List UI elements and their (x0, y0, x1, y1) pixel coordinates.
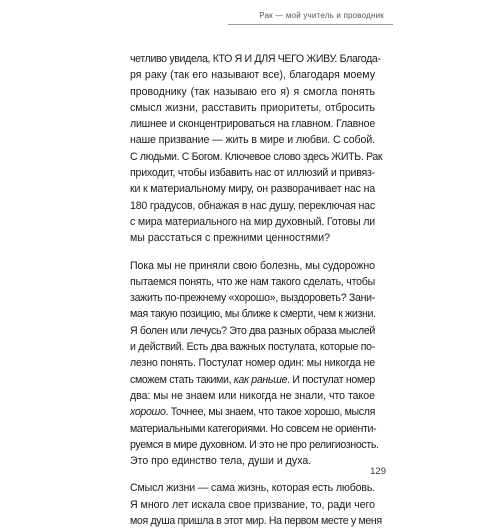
text-line-segment: лезно понять. Постулат номер один: мы никогда не (130, 357, 376, 370)
text-line (130, 258, 375, 274)
text-line (130, 355, 375, 371)
page-number: 129 (370, 466, 386, 477)
text-line-segment: проводнику (так называю его я) я смогла понять (130, 85, 375, 98)
text-line (130, 274, 375, 290)
text-line-segment: моя душа пришла в этот мир. На первом месте у меня (130, 515, 382, 528)
text-line-segment: Пока мы не приняли свою болезнь, мы судорожно (130, 259, 375, 272)
italic-phrase: хорошо (130, 406, 166, 419)
text-line-segment: Я болен или лечусь? Это два разных образа мыслей (130, 324, 375, 337)
text-line (130, 421, 375, 437)
italic-phrase: как раньше (233, 373, 288, 386)
text-line (130, 323, 375, 339)
text-line (130, 198, 375, 214)
text-line-segment: сможем стать такими, (130, 373, 234, 386)
text-line-segment: четливо увидела, КТО Я И ДЛЯ ЧЕГО ЖИВУ. Благода- (130, 53, 381, 65)
text-line-segment: два: мы не знаем или никогда не знали, что такое (130, 389, 376, 402)
text-line (130, 480, 375, 496)
text-line (130, 214, 375, 230)
text-line-segment: ки к материальному миру, он разворачивает нас на (130, 183, 375, 196)
text-line (130, 67, 375, 83)
text-line-segment: Это про единство тела, души и духа. (130, 455, 312, 468)
text-line (130, 404, 375, 420)
text-line-segment: Смысл жизни — сама жизнь, которая есть любовь. (130, 482, 376, 495)
text-line (130, 149, 383, 165)
text-line-segment: С людьми. С Богом. Ключевое слово здесь ЖИТЬ. Рак (130, 150, 383, 163)
header-rule (228, 24, 393, 25)
text-line-segment: материальными категориями. Но совсем не ориенти- (130, 422, 377, 435)
text-line-segment: пытаемся понять, что же нам такого сделать, чтобы (130, 275, 375, 288)
running-header: Рак — мой учитель и проводник (259, 11, 384, 20)
text-line (130, 181, 375, 197)
text-line (130, 372, 375, 388)
text-line (130, 453, 375, 469)
text-line (130, 100, 375, 116)
text-line (130, 339, 375, 355)
text-line-segment: лишнее и сконцентрироваться на главном. Главное (130, 118, 376, 131)
text-line (130, 51, 381, 67)
text-line-segment: зажить по-прежнему «хорошо», выздороветь? Зани- (130, 292, 375, 305)
text-line-segment: . И постулат номер (287, 373, 375, 386)
text-line (130, 230, 375, 246)
text-line-segment: ря раку (так его называют все), благодаря моему (130, 69, 375, 82)
text-line-segment: мая такую позицию, мы ближе к смерти, чем к жизни. (130, 308, 376, 321)
text-line (130, 116, 375, 132)
text-line-segment: смысл жизни, расставить приоритеты, отбросить (130, 101, 375, 114)
text-line-segment: Я много лет искала свое призвание, то, ради чего (130, 498, 375, 511)
text-line (130, 388, 375, 404)
text-line (130, 290, 375, 306)
paragraph-gap (130, 469, 375, 480)
paragraph-gap (130, 247, 375, 258)
text-line (130, 84, 375, 100)
text-line (130, 165, 375, 181)
text-line (130, 513, 382, 529)
text-line-segment: руемся в мире духовном. И это не про религиозность. (130, 438, 379, 451)
text-line (130, 306, 375, 322)
text-line-segment: с мира материального на мир духовный. Готовы ли (130, 215, 375, 228)
text-line (130, 132, 375, 148)
text-line-segment: и действий. Есть два важных постулата, которые по- (130, 341, 375, 354)
text-line-segment: 180 градусов, обнажая в нас душу, переключая нас (130, 199, 376, 212)
text-line-segment: . Точнее, мы знаем, что такое хорошо, мысля (165, 406, 376, 419)
text-line-segment: приходит, чтобы избавить нас от иллюзий и привяз- (130, 167, 375, 180)
text-line (130, 437, 379, 453)
text-line (130, 497, 375, 513)
text-line-segment: наше призвание — жить в мире и любви. С собой. (130, 134, 375, 147)
text-line-segment: мы расстаться с прежними ценностями? (130, 232, 331, 245)
